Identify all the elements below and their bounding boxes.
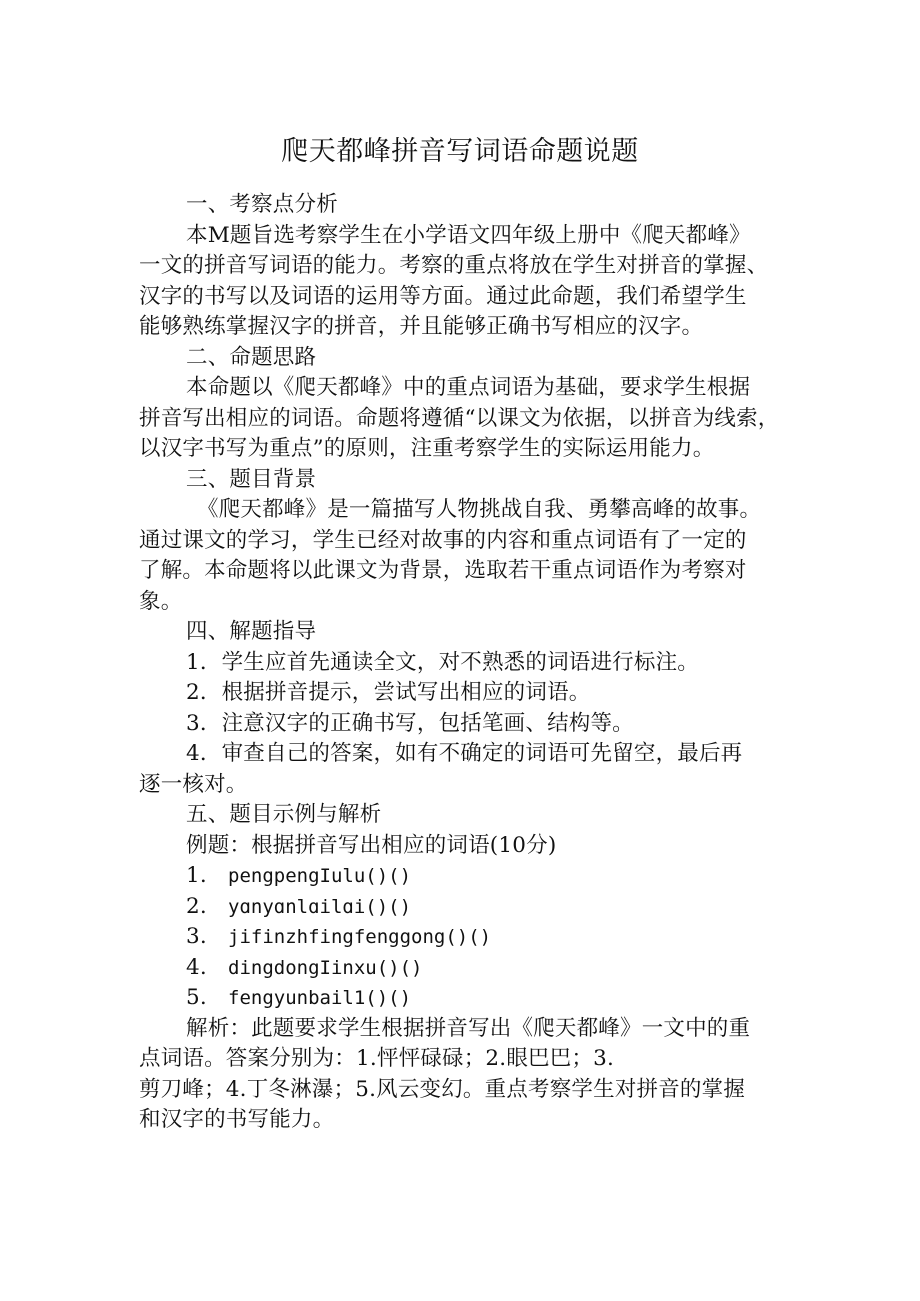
- pinyin-item: [139, 922, 791, 953]
- pinyin-text: jifinzhfingfenggong()(): [228, 926, 492, 948]
- guide-item: 4．审查自己的答案，如有不确定的词语可先留空，最后再: [186, 741, 743, 766]
- paragraph-line: 以汉字书写为重点”的原则，注重考察学生的实际运用能力。: [139, 436, 715, 461]
- paragraph-line: 拼音写出相应的词语。命题将遵循“以课文为依据，以拼音为线索，: [139, 405, 780, 431]
- paragraph-line: 能够熟练掌握汉字的拼音，并且能够正确书写相应的汉字。: [139, 314, 704, 339]
- pinyin-text: pengpengIulu()(): [228, 865, 412, 887]
- paragraph-line: 汉字的书写以及词语的运用等方面。通过此命题，我们希望学生: [139, 283, 747, 309]
- analysis-line: 点词语。答案分别为：1.怦怦碌碌；2.眼巴巴；3.: [139, 1046, 615, 1071]
- analysis-line: 解析：此题要求学生根据拼音写出《爬天都峰》一文中的重: [186, 1015, 751, 1041]
- document-body: [139, 190, 791, 1136]
- guide-item-continued: 逐一核对。: [139, 771, 248, 797]
- item-number: 4.: [186, 954, 207, 980]
- pinyin-text: yɑnyɑnlɑilɑi()(): [228, 895, 412, 918]
- section-heading-5: 五、题目示例与解析: [186, 802, 382, 827]
- document-title: 爬天都峰拼音写词语命题说题: [281, 136, 639, 167]
- paragraph-line: 本命题以《爬天都峰》中的重点词语为基础，要求学生根据: [186, 375, 751, 400]
- analysis-line: 和汉字的书写能力。: [139, 1107, 335, 1132]
- paragraph-line: 了解。本命题将以此课文为背景，选取若干重点词语作为考察对: [139, 558, 747, 583]
- section-heading-2: 二、命题思路: [186, 344, 317, 370]
- item-number: 1.: [186, 863, 207, 888]
- guide-item: 2．根据拼音提示，尝试写出相应的词语。: [186, 680, 591, 705]
- paragraph-line: 象。: [139, 588, 183, 614]
- pinyin-text: fengyunbail1()(): [228, 987, 412, 1009]
- section-heading-4: 四、解题指导: [186, 619, 317, 644]
- section-heading-1: 一、考察点分析: [186, 192, 338, 217]
- pinyin-text: dingdongIinxu()(): [228, 956, 423, 979]
- analysis-line: 剪刀峰；4.丁冬淋瀑；5.风云变幻。重点考察学生对拼音的掌握: [139, 1076, 746, 1102]
- guide-item: 1．学生应首先通读全文，对不熟悉的词语进行标注。: [186, 649, 699, 675]
- paragraph-line: 本M题旨选考察学生在小学语文四年级上册中《爬天都峰》: [186, 222, 751, 248]
- section-heading-3: 三、题目背景: [186, 466, 317, 492]
- example-question: 例题：根据拼音写出相应的词语(10分): [186, 832, 557, 858]
- paragraph-line: 通过课文的学习，学生已经对故事的内容和重点词语有了一定的: [139, 527, 747, 553]
- pinyin-item: [139, 892, 791, 923]
- paragraph-line: 《爬天都峰》是一篇描写人物挑战自我、勇攀高峰的故事。: [197, 497, 762, 522]
- pinyin-item: [139, 983, 791, 1014]
- item-number: 3.: [186, 924, 207, 949]
- pinyin-item: [139, 953, 791, 984]
- item-number: 5.: [186, 985, 207, 1010]
- pinyin-item: [139, 861, 791, 892]
- item-number: 2.: [186, 893, 207, 919]
- paragraph-line: 一文的拼音写词语的能力。考察的重点将放在学生对拼音的掌握、: [139, 253, 769, 278]
- guide-item: 3．注意汉字的正确书写，包括笔画、结构等。: [186, 710, 634, 736]
